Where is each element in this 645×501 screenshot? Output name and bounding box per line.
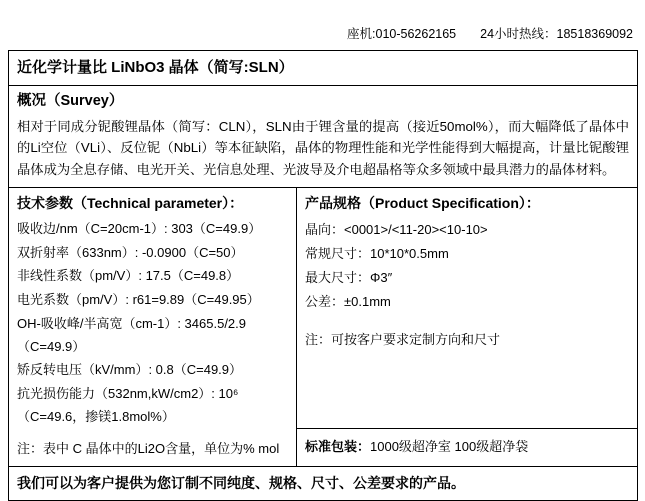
- spec-block: [297, 188, 637, 320]
- title-row: [9, 51, 637, 86]
- list-item: 最大尺寸：Φ3″: [305, 270, 393, 286]
- specification-list: [297, 218, 637, 320]
- phone-label: 座机:010-56262165: [347, 27, 457, 41]
- parameters-note: [9, 437, 296, 466]
- footer-row: [9, 467, 637, 501]
- list-item: 晶向：<0001>/<11-20><10-10>: [305, 221, 488, 237]
- specification-heading: 产品规格（Product Specification）：: [305, 195, 540, 212]
- list-item: OH-吸收峰/半高宽（cm-1）: 3465.5/2.9（C=49.9）: [17, 315, 246, 354]
- product-datasheet-table: [8, 50, 638, 501]
- list-item: 公差：±0.1mm: [305, 294, 391, 310]
- packaging-label: 标准包装：: [305, 438, 371, 454]
- list-item: 矫反转电压（kV/mm）: 0.8（C=49.9）: [17, 362, 243, 378]
- parameters-note-unit: mol: [258, 440, 280, 456]
- standard-packaging: [297, 429, 637, 466]
- product-specification-column: [297, 188, 637, 465]
- technical-parameters-column: [9, 188, 297, 465]
- product-title: 近化学计量比 LiNbO3 晶体（简写:SLN）: [17, 59, 294, 76]
- list-item: 抗光损伤能力（532nm,kW/cm2）: 10⁶（C=49.6，掺镁1.8mol%）: [17, 386, 239, 424]
- survey-row: [9, 86, 637, 189]
- list-item: 常规尺寸：10*10*0.5mm: [305, 246, 449, 262]
- specification-note: 注：可按客户要求定制方向和尺寸: [297, 320, 637, 429]
- list-item: 非线性系数（pm/V）: 17.5（C=49.8）: [17, 268, 240, 284]
- list-item: 双折射率（633nm）: -0.0900（C=50）: [17, 244, 244, 260]
- hotline-label: 24小时热线：18518369092: [480, 27, 633, 41]
- params-spec-row: [9, 188, 637, 466]
- list-item: 吸收边/nm（C=20cm-1）: 303（C=49.9）: [17, 220, 262, 236]
- footer-text: 我们可以为客户提供为您订制不同纯度、规格、尺寸、公差要求的产品。: [17, 474, 465, 491]
- contact-bar: [0, 22, 645, 44]
- survey-block: [9, 86, 637, 188]
- parameters-heading: 技术参数（Technical parameter）：: [17, 195, 244, 212]
- survey-heading: 概况（Survey）: [17, 92, 124, 109]
- parameters-note-text: 注：表中 C 晶体中的Li2O含量，单位为%: [17, 440, 255, 456]
- packaging-value: 1000级超净室 100级超净袋: [370, 438, 529, 454]
- parameters-list: [9, 218, 296, 437]
- list-item: 电光系数（pm/V）: r61=9.89（C=49.95）: [17, 292, 260, 308]
- survey-text: 相对于同成分铌酸锂晶体（简写：CLN），SLN由于锂含量的提高（接近50mol%），而大幅降低了晶体中的Li空位（VLi）、反位铌（NbLi）等本征缺陷，晶体的物理性能和光学性能得到大幅提高，计量比铌酸锂晶体成为全息存储、电光开关、光信息处理、光波导及介电超晶格等众多领域中最具潜力的晶体材料。: [17, 118, 629, 177]
